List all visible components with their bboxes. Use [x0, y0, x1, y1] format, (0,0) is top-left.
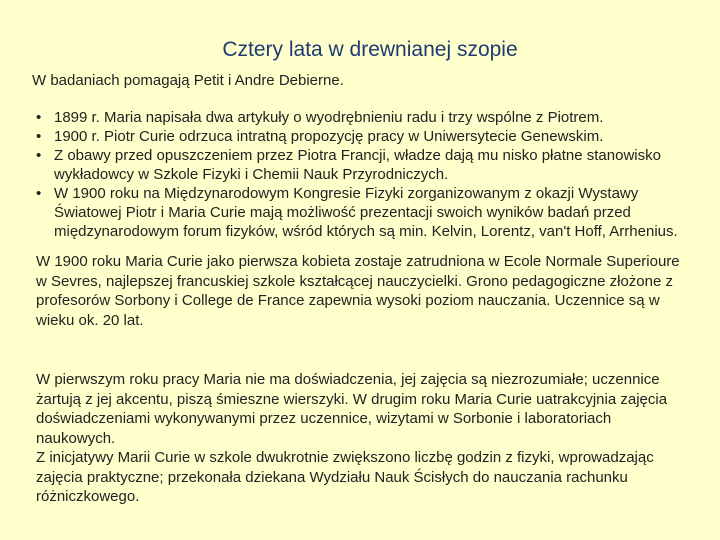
- bullet-text: Z obawy przed opuszczeniem przez Piotra Francji, władze dają mu nisko płatne stanowisko wykładowcy w Szkole Fizyki i Chemii Nauk Przyrodniczych.: [54, 147, 661, 183]
- bullet-marker: •: [36, 109, 42, 126]
- bullet-list: [32, 108, 682, 241]
- bullet-item: [32, 127, 682, 146]
- intro-text: W badaniach pomagają Petit i Andre Debierne.: [32, 72, 344, 89]
- bullet-text: 1900 r. Piotr Curie odrzuca intratną propozycję pracy w Uniwersytecie Genewskim.: [54, 128, 604, 145]
- paragraph-ecole-normale: W 1900 roku Maria Curie jako pierwsza kobieta zostaje zatrudniona w Ecole Normale Superioure w Sevres, najlepszej francuskiej szkole kształcącej nauczycielki. Grono pedagogiczne złożone z profesorów Sorbony i College de France zapewnia wysoki poziom nauczania. Uczennice są w wieku ok. 20 lat.: [36, 253, 680, 329]
- slide-title: Cztery lata w drewnianej szopie: [222, 38, 518, 61]
- bullet-text: 1899 r. Maria napisała dwa artykuły o wyodrębnieniu radu i trzy wspólne z Piotrem.: [54, 109, 604, 126]
- paragraph-initiative: Z inicjatywy Marii Curie w szkole dwukrotnie zwiększono liczbę godzin z fizyki, wprowadzając zajęcia praktyczne; przekonała dziekana Wydziału Nauk Ścisłych do nauczania rachunku różniczkowego.: [36, 449, 654, 505]
- bullet-item: [32, 146, 682, 184]
- bullet-item: [32, 108, 682, 127]
- paragraph-teaching: [36, 370, 688, 507]
- bullet-marker: •: [36, 185, 42, 202]
- bullet-marker: •: [36, 147, 42, 164]
- bullet-marker: •: [36, 128, 42, 145]
- paragraph-first-year: W pierwszym roku pracy Maria nie ma doświadczenia, jej zajęcia są niezrozumiałe; uczennice żartują z jej akcentu, piszą śmieszne wierszyki. W drugim roku Maria Curie uatrakcyjnia zajęcia doświadczeniami wykonywanymi przez uczennice, wizytami w Sorbonie i laboratoriach naukowych.: [36, 371, 668, 447]
- bullet-item: [32, 184, 682, 241]
- bullet-text: W 1900 roku na Międzynarodowym Kongresie Fizyki zorganizowanym z okazji Wystawy Światowej Piotr i Maria Curie mają możliwość prezentacji swoich wyników badań przed międzynarodowym forum fizyków, wśród których są min. Kelvin, Lorentz, van't Hoff, Arrhenius.: [54, 185, 678, 240]
